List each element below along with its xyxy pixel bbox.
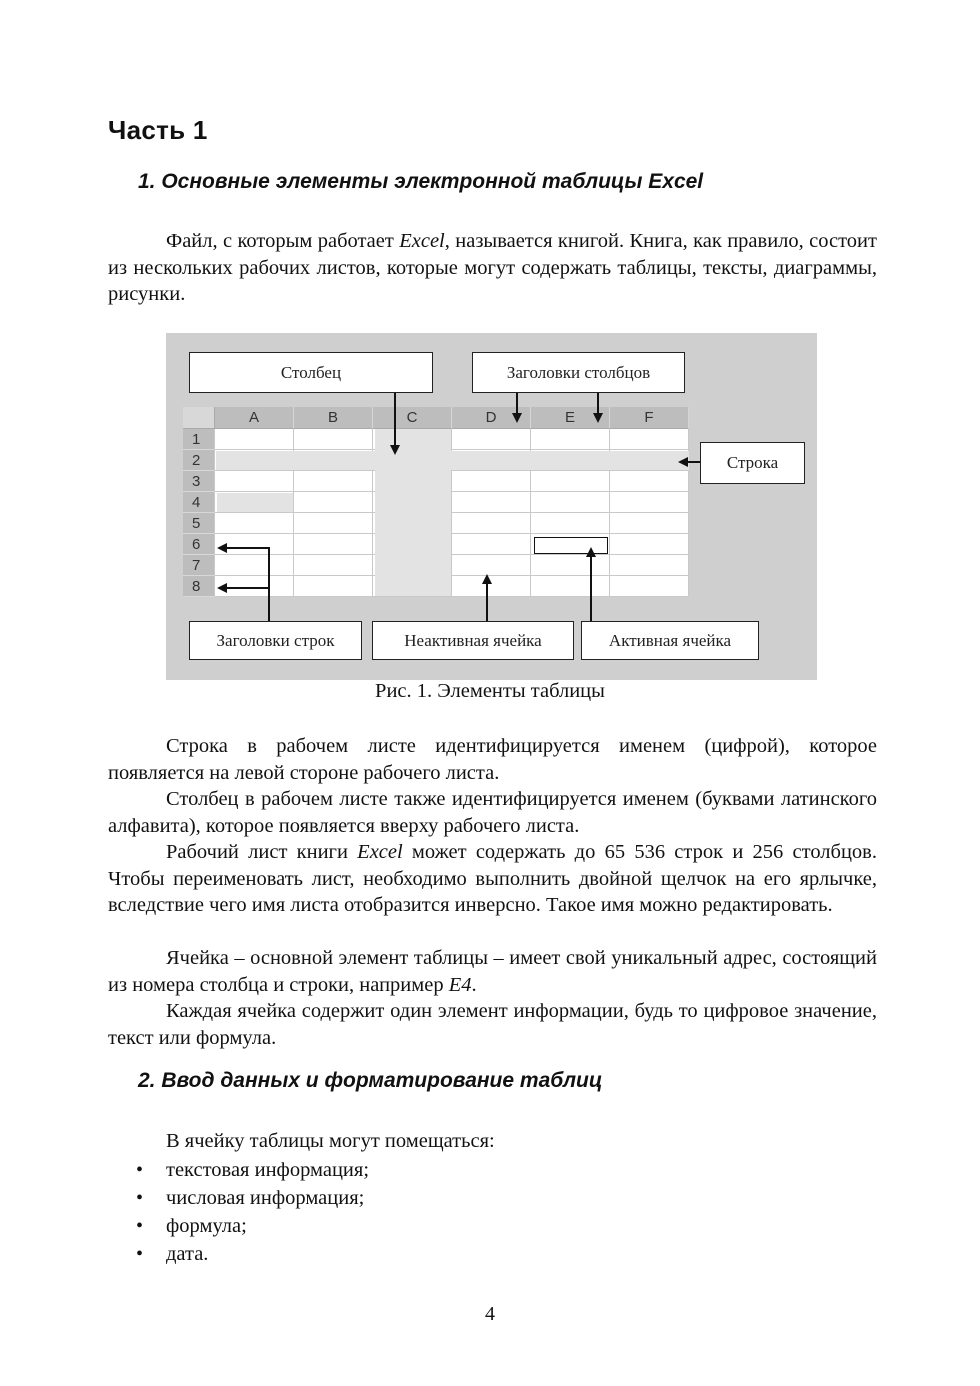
list-item: • текстовая информация; (108, 1156, 369, 1184)
column-header-f: F (610, 407, 689, 429)
arrow-up-icon (482, 574, 492, 584)
arrow-line (394, 393, 396, 447)
text: может содержать до 65 536 строк и 256 столбцов. Чтобы переименовать лист, необходимо выполнить двойной щелчок на его ярлычке, вследствие чего имя листа отобразится инверсно. Такое имя можно редактировать. (108, 841, 877, 916)
column-header-d: D (452, 407, 531, 429)
selected-row-2 (216, 451, 689, 470)
column-header-b: B (294, 407, 373, 429)
part-title: Часть 1 (108, 115, 208, 145)
arrow-down-icon (390, 445, 400, 455)
row-header-6: 6 (183, 534, 215, 555)
text: . (471, 973, 477, 996)
arrow-down-icon (593, 413, 603, 423)
arrow-line (268, 547, 270, 621)
column-header-c: C (373, 407, 452, 429)
callout-row-headers: Заголовки строк (189, 621, 362, 660)
row-header-7: 7 (183, 555, 215, 576)
row-header-8: 8 (183, 576, 215, 597)
paragraph-column: Столбец в рабочем листе также идентифицируется именем (буквами латинского алфавита), которое появляется вверху рабочего листа. (108, 788, 877, 837)
active-cell-e6 (534, 537, 608, 554)
callout-row: Строка (700, 442, 805, 484)
arrow-line (226, 587, 269, 589)
figure-caption: Рис. 1. Элементы таблицы (375, 680, 605, 702)
row-header-5: 5 (183, 513, 215, 534)
text: Файл, с которым работает (166, 230, 400, 252)
list-item: • числовая информация; (108, 1184, 369, 1212)
row-header-2: 2 (183, 450, 215, 471)
section-2-intro: В ячейку таблицы могут помещаться: (166, 1130, 495, 1152)
list-item: • формула; (108, 1212, 369, 1240)
arrow-line (486, 583, 488, 621)
row-header-1: 1 (183, 429, 215, 450)
text: Ячейка – основной элемент таблицы – имеет свой уникальный адрес, состоящий из номера столбца и строки, например (108, 947, 877, 996)
excel-term: Excel (357, 841, 403, 863)
section-1-heading: 1. Основные элементы электронной таблицы Excel (138, 170, 704, 193)
text: Рабочий лист книги (166, 841, 358, 863)
callout-column-headers: Заголовки столбцов (472, 352, 685, 393)
callout-active-cell: Активная ячейка (581, 621, 759, 660)
arrow-line (590, 557, 592, 621)
corner-cell (183, 407, 215, 429)
content-types-list (108, 1156, 369, 1268)
arrow-line (597, 393, 599, 415)
figure-table-elements (166, 333, 817, 680)
paragraph-worksheet (108, 839, 877, 919)
page-number: 4 (485, 1303, 495, 1325)
column-header-e: E (531, 407, 610, 429)
paragraph-cell (108, 945, 877, 998)
column-header-a: A (215, 407, 294, 429)
row-header-4: 4 (183, 492, 215, 513)
callout-inactive-cell: Неактивная ячейка (372, 621, 574, 660)
arrow-line (226, 547, 269, 549)
intro-paragraph (108, 228, 877, 308)
arrow-up-icon (586, 547, 596, 557)
arrow-line (686, 461, 700, 463)
paragraph-cell-content: Каждая ячейка содержит один элемент информации, будь то цифровое значение, текст или формула. (108, 1000, 877, 1049)
text: , называется книгой. Книга, как правило, состоит из нескольких рабочих листов, которые могут содержать таблицы, тексты, диаграммы, рисунки. (108, 230, 877, 305)
row-header-3: 3 (183, 471, 215, 492)
list-item: • дата. (108, 1240, 369, 1268)
arrow-left-icon (678, 457, 688, 467)
excel-term: Excel (399, 230, 445, 252)
arrow-left-icon (217, 583, 227, 593)
callout-column: Столбец (189, 352, 433, 393)
cell-address: E4 (448, 973, 472, 996)
paragraph-row: Строка в рабочем листе идентифицируется именем (цифрой), которое появляется на левой стороне рабочего листа. (108, 735, 877, 784)
arrow-left-icon (217, 543, 227, 553)
arrow-line (516, 393, 518, 415)
section-2-heading: 2. Ввод данных и форматирование таблиц (138, 1069, 603, 1092)
arrow-down-icon (512, 413, 522, 423)
inactive-cell-a4 (217, 493, 293, 512)
